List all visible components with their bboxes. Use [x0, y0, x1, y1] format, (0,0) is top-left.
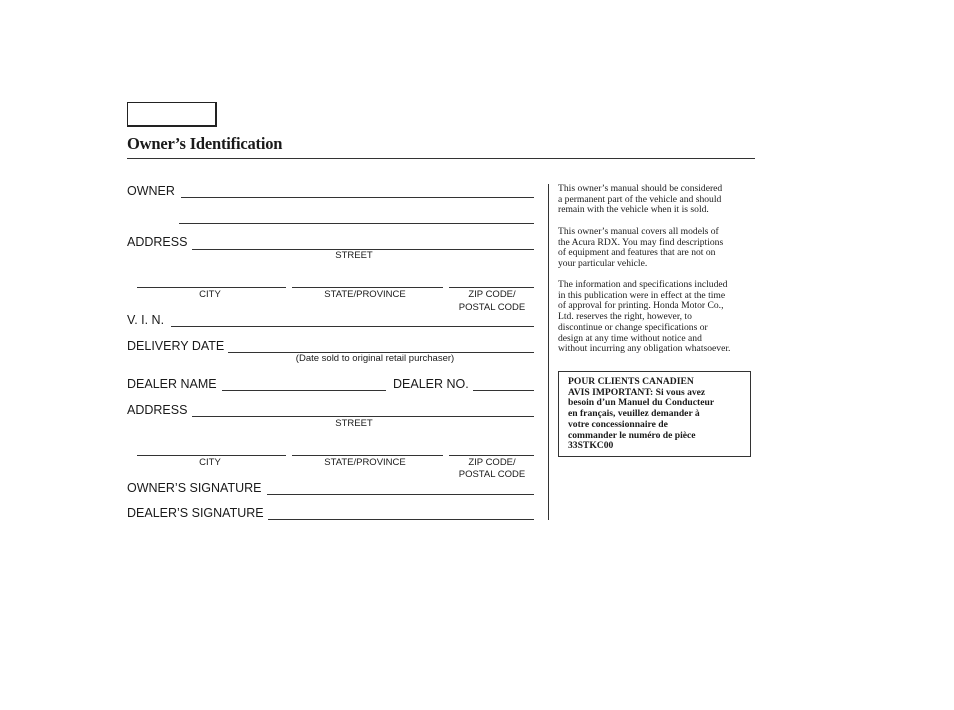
note-paragraph-1	[558, 184, 754, 216]
dealer-zip-line[interactable]	[449, 455, 534, 456]
notice-line: besoin d’un Manuel du Conducteur	[568, 397, 715, 409]
dealer-state-caption: STATE/PROVINCE	[324, 457, 406, 468]
dealer-city-caption: CITY	[199, 457, 221, 468]
state-line[interactable]	[292, 287, 443, 288]
dealer-signature-label: DEALER’S SIGNATURE	[127, 506, 264, 520]
street-caption: STREET	[335, 250, 373, 261]
notice-line: commander le numéro de pièce	[568, 429, 696, 441]
notice-line: AVIS IMPORTANT: Si vous avez	[568, 386, 706, 398]
owner-signature-label: OWNER’S SIGNATURE	[127, 481, 262, 495]
note-line: remain with the vehicle when it is sold.	[558, 204, 709, 216]
owner-name-line[interactable]	[181, 197, 534, 198]
dealer-name-line[interactable]	[222, 390, 386, 391]
note-line: without incurring any obligation whatsoever.	[558, 343, 731, 355]
dealer-signature-line[interactable]	[268, 519, 534, 520]
city-line[interactable]	[137, 287, 286, 288]
page-title: Owner’s Identification	[127, 134, 283, 153]
note-line: the Acura RDX. You may find descriptions	[558, 236, 724, 248]
note-line: of approval for printing. Honda Motor Co.,	[558, 300, 724, 312]
dealer-zip-caption: ZIP CODE/	[468, 457, 516, 468]
dealer-postal-caption: POSTAL CODE	[458, 469, 526, 480]
note-paragraph-2	[558, 227, 754, 270]
notice-line: 33STKC00	[568, 440, 614, 452]
note-line: in this publication were in effect at the time	[558, 289, 726, 301]
postal-caption: POSTAL CODE	[458, 302, 526, 313]
dealer-city-line[interactable]	[137, 455, 286, 456]
dealer-street-line[interactable]	[192, 416, 534, 417]
notice-line: votre concessionnaire de	[568, 418, 668, 430]
vin-line[interactable]	[171, 326, 534, 327]
note-line: discontinue or change specifications or	[558, 321, 708, 333]
delivery-date-label: DELIVERY DATE	[127, 339, 225, 353]
notice-line: POUR CLIENTS CANADIEN	[568, 376, 694, 387]
zip-line[interactable]	[449, 287, 534, 288]
dealer-state-line[interactable]	[292, 455, 443, 456]
notice-line: en français, veuillez demander à	[568, 408, 700, 420]
dealer-no-label: DEALER NO.	[393, 377, 469, 391]
address-label: ADDRESS	[127, 235, 188, 249]
title-divider	[127, 158, 755, 159]
owner-name-line-2[interactable]	[179, 223, 534, 224]
note-line: This owner’s manual should be considered	[558, 183, 723, 194]
zip-caption: ZIP CODE/	[468, 289, 516, 300]
note-line: of equipment and features that are not on	[558, 247, 716, 259]
vin-label: V. I. N.	[127, 313, 165, 327]
dealer-name-label: DEALER NAME	[127, 377, 217, 391]
city-caption: CITY	[199, 289, 221, 300]
note-line: your particular vehicle.	[558, 258, 648, 270]
canadian-notice-box	[558, 371, 751, 457]
delivery-date-caption: (Date sold to original retail purchaser)	[295, 353, 455, 364]
dealer-address-label: ADDRESS	[127, 403, 188, 417]
dealer-no-line[interactable]	[473, 390, 534, 391]
owner-label: OWNER	[127, 184, 175, 198]
note-line: This owner’s manual covers all models of	[558, 226, 719, 237]
state-caption: STATE/PROVINCE	[324, 289, 406, 300]
note-line: a permanent part of the vehicle and should	[558, 193, 722, 205]
note-paragraph-3	[558, 280, 754, 355]
owner-signature-line[interactable]	[267, 494, 534, 495]
dealer-street-caption: STREET	[335, 418, 373, 429]
note-line: design at any time without notice and	[558, 332, 702, 344]
column-divider	[548, 184, 549, 520]
section-tab-box	[127, 102, 217, 127]
note-line: The information and specifications included	[558, 279, 728, 290]
note-line: Ltd. reserves the right, however, to	[558, 311, 692, 323]
